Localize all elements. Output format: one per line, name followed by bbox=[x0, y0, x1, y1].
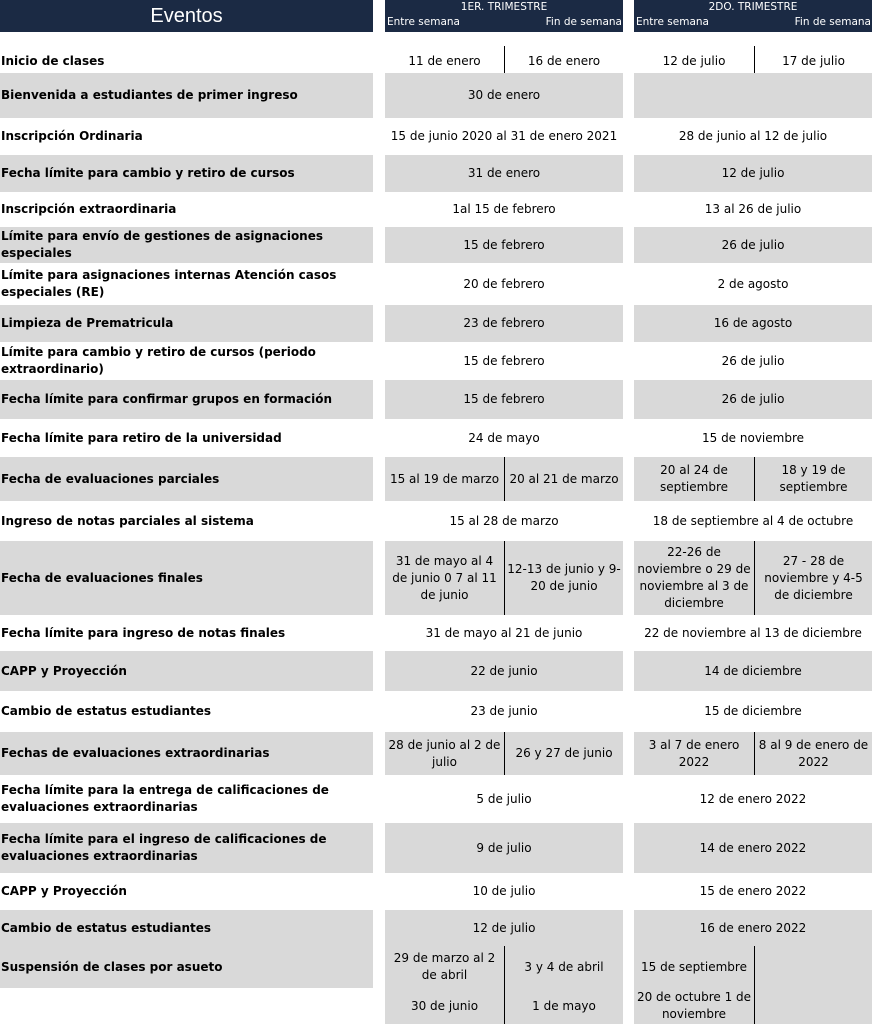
event-label: Fecha límite para la entrega de calificaciones de evaluaciones extraordinarias bbox=[1, 783, 329, 814]
t1-weekend-date: 3 y 4 de abril bbox=[504, 946, 623, 988]
event-label: Fecha de evaluaciones parciales bbox=[0, 457, 373, 501]
t2-weekday-date: 12 de julio bbox=[662, 53, 726, 68]
t2-weekday-date: 3 al 7 de enero 2022 bbox=[634, 732, 754, 775]
t2-weekday-date: 22-26 de noviembre o 29 de noviembre al 3 de diciembre bbox=[634, 541, 754, 615]
t2-weekend-date: 27 - 28 de noviembre y 4-5 de diciembre bbox=[754, 541, 872, 615]
table-row bbox=[0, 775, 872, 823]
trimester-1-weekday-label: Entre semana bbox=[387, 16, 460, 28]
trimester-1-title: 1ER. TRIMESTRE bbox=[460, 1, 548, 13]
event-label: Limpieza de Prematricula bbox=[0, 305, 373, 342]
event-label: Límite para cambio y retiro de cursos (periodo extraordinario) bbox=[1, 345, 316, 376]
table-row bbox=[0, 263, 872, 305]
table-row bbox=[0, 615, 872, 651]
trimester-2-weekend-label: Fin de semana bbox=[794, 16, 871, 28]
t2-date: 26 de julio bbox=[634, 380, 872, 419]
event-label: Inscripción Ordinaria bbox=[1, 129, 143, 143]
t2-weekday-date: 20 de octubre 1 de noviembre bbox=[634, 988, 754, 1024]
event-label: CAPP y Proyección bbox=[0, 651, 373, 691]
t1-weekday-date: 15 al 19 de marzo bbox=[385, 457, 504, 501]
t1-date: 12 de julio bbox=[385, 910, 623, 946]
table-row bbox=[0, 155, 872, 192]
t1-date: 31 de enero bbox=[385, 155, 623, 192]
event-label bbox=[0, 988, 373, 1024]
t2-date: 14 de enero 2022 bbox=[634, 823, 872, 873]
t2-date bbox=[634, 73, 872, 118]
t1-weekday-date: 29 de marzo al 2 de abril bbox=[385, 946, 504, 988]
events-header-label: Eventos bbox=[150, 4, 223, 27]
t1-date: 15 al 28 de marzo bbox=[449, 513, 559, 528]
t1-date: 23 de junio bbox=[470, 704, 538, 718]
t2-date: 26 de julio bbox=[634, 227, 872, 263]
t2-weekend-date bbox=[754, 988, 872, 1024]
event-label: Cambio de estatus estudiantes bbox=[1, 704, 212, 718]
t1-date: 15 de febrero bbox=[463, 353, 545, 368]
t2-date: 18 de septiembre al 4 de octubre bbox=[652, 513, 854, 528]
event-label: Fecha de evaluaciones finales bbox=[0, 541, 373, 615]
trimester-2-header bbox=[634, 0, 872, 32]
t2-date: 13 al 26 de julio bbox=[704, 202, 802, 216]
t2-date: 15 de diciembre bbox=[704, 704, 802, 718]
event-label: Fecha límite para ingreso de notas finales bbox=[1, 625, 286, 640]
event-label: Suspensión de clases por asueto bbox=[0, 946, 373, 988]
t2-date: 12 de julio bbox=[634, 155, 872, 192]
t1-weekend-date: 26 y 27 de junio bbox=[504, 732, 623, 775]
table-row bbox=[0, 227, 872, 263]
table-row bbox=[0, 380, 872, 419]
event-label: Fecha límite para el ingreso de calificaciones de evaluaciones extraordinarias bbox=[0, 823, 373, 873]
table-row bbox=[0, 457, 872, 501]
t1-date: 22 de junio bbox=[385, 651, 623, 691]
t1-date: 31 de mayo al 21 de junio bbox=[425, 625, 583, 640]
t2-weekend-date: 18 y 19 de septiembre bbox=[754, 457, 872, 501]
t2-date: 22 de noviembre al 13 de diciembre bbox=[644, 625, 862, 640]
table-row bbox=[0, 910, 872, 946]
t2-date: 15 de enero 2022 bbox=[699, 884, 807, 898]
t1-weekend-date: 1 de mayo bbox=[504, 988, 623, 1024]
table-row bbox=[0, 192, 872, 227]
t1-date: 10 de julio bbox=[472, 884, 536, 898]
event-label: Inicio de clases bbox=[1, 53, 105, 68]
t2-date: 12 de enero 2022 bbox=[699, 791, 807, 806]
t1-date: 5 de julio bbox=[476, 791, 532, 806]
t1-date: 1al 15 de febrero bbox=[452, 202, 556, 216]
t2-date: 16 de enero 2022 bbox=[634, 910, 872, 946]
table-row bbox=[0, 732, 872, 775]
t1-date: 9 de julio bbox=[385, 823, 623, 873]
table-row bbox=[0, 651, 872, 691]
table-row bbox=[0, 873, 872, 910]
table-row bbox=[0, 118, 872, 155]
table-row bbox=[0, 691, 872, 732]
t2-date: 2 de agosto bbox=[717, 276, 789, 291]
table-row bbox=[0, 501, 872, 541]
event-label: Bienvenida a estudiantes de primer ingreso bbox=[0, 73, 373, 118]
event-label: Fecha límite para confirmar grupos en formación bbox=[0, 380, 373, 419]
event-label: Fecha límite para cambio y retiro de cursos bbox=[0, 155, 373, 192]
event-label: Ingreso de notas parciales al sistema bbox=[1, 513, 254, 528]
t1-date: 23 de febrero bbox=[385, 305, 623, 342]
table-row bbox=[0, 946, 872, 988]
t2-date: 14 de diciembre bbox=[634, 651, 872, 691]
t2-weekend-date: 17 de julio bbox=[754, 46, 872, 76]
t1-weekday-date: 30 de junio bbox=[385, 988, 504, 1024]
t2-date: 28 de junio al 12 de julio bbox=[678, 129, 828, 143]
table-row bbox=[0, 73, 872, 118]
events-header bbox=[0, 0, 373, 32]
trimester-1-weekend-label: Fin de semana bbox=[545, 16, 622, 28]
event-label: Inscripción extraordinaria bbox=[1, 202, 177, 216]
t1-date: 20 de febrero bbox=[463, 276, 545, 291]
t1-weekend-date: 16 de enero bbox=[504, 46, 623, 76]
table-row bbox=[0, 419, 872, 457]
event-label: Límite para envío de gestiones de asignaciones especiales bbox=[0, 227, 373, 263]
table-row bbox=[0, 342, 872, 380]
table-row bbox=[0, 823, 872, 873]
trimester-1-header bbox=[385, 0, 623, 32]
t1-date: 24 de mayo bbox=[468, 430, 540, 445]
t2-date: 26 de julio bbox=[721, 353, 785, 368]
table-row bbox=[0, 988, 872, 1024]
trimester-2-title: 2DO. TRIMESTRE bbox=[708, 1, 798, 13]
t1-date: 15 de febrero bbox=[385, 380, 623, 419]
event-label: Fechas de evaluaciones extraordinarias bbox=[0, 732, 373, 775]
t1-weekend-date: 20 al 21 de marzo bbox=[504, 457, 623, 501]
event-label: Cambio de estatus estudiantes bbox=[0, 910, 373, 946]
event-label: Límite para asignaciones internas Atención casos especiales (RE) bbox=[1, 268, 337, 299]
table-row bbox=[0, 46, 872, 76]
t2-weekend-date bbox=[754, 946, 872, 988]
t1-date: 15 de febrero bbox=[385, 227, 623, 263]
t1-weekend-date: 12-13 de junio y 9-20 de junio bbox=[504, 541, 623, 615]
t1-date: 15 de junio 2020 al 31 de enero 2021 bbox=[390, 129, 618, 143]
trimester-2-weekday-label: Entre semana bbox=[636, 16, 709, 28]
t1-weekday-date: 31 de mayo al 4 de junio 0 7 al 11 de junio bbox=[385, 541, 504, 615]
t2-date: 16 de agosto bbox=[634, 305, 872, 342]
t1-date: 30 de enero bbox=[385, 73, 623, 118]
t1-weekday-date: 11 de enero bbox=[408, 53, 481, 68]
t1-weekday-date: 28 de junio al 2 de julio bbox=[385, 732, 504, 775]
table-row bbox=[0, 541, 872, 615]
t2-weekend-date: 8 al 9 de enero de 2022 bbox=[754, 732, 872, 775]
t2-date: 15 de noviembre bbox=[701, 430, 805, 445]
t2-weekday-date: 20 al 24 de septiembre bbox=[634, 457, 754, 501]
t2-weekday-date: 15 de septiembre bbox=[634, 946, 754, 988]
table-row bbox=[0, 305, 872, 342]
event-label: Fecha límite para retiro de la universidad bbox=[1, 430, 282, 445]
event-label: CAPP y Proyección bbox=[1, 884, 127, 898]
